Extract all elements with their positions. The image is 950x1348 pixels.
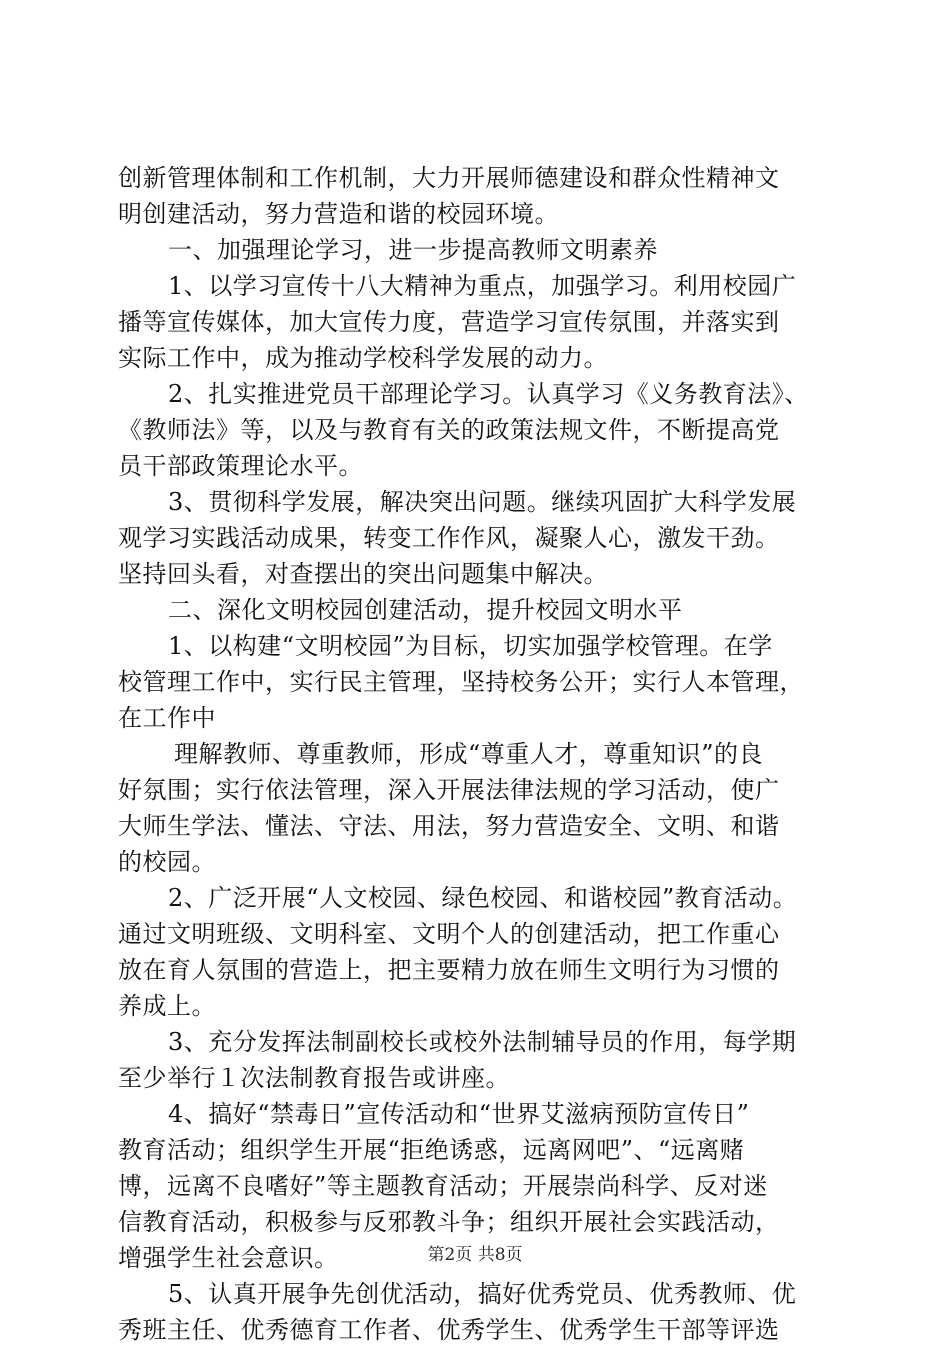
text-line: 员干部政策理论水平。 [118, 452, 363, 480]
text-line: 教育活动；组织学生开展“拒绝诱惑，远离网吧”、“远离赌 [118, 1136, 745, 1164]
text-line: 实际工作中，成为推动学校科学发展的动力。 [118, 344, 608, 372]
text-line: 5、认真开展争先创优活动，搞好优秀党员、优秀教师、优 [168, 1280, 797, 1308]
section-heading: 一、加强理论学习，进一步提高教师文明素养 [168, 236, 658, 264]
section-heading: 二、深化文明校园创建活动，提升校园文明水平 [168, 596, 683, 624]
text-line: 坚持回头看，对查摆出的突出问题集中解决。 [118, 560, 608, 588]
text-line: 秀班主任、优秀德育工作者、优秀学生、优秀学生干部等评选 [118, 1316, 780, 1344]
text-line: 的校园。 [118, 848, 216, 876]
document-body [118, 160, 838, 1348]
text-line: 增强学生社会意识。 [118, 1244, 339, 1272]
text-line: 通过文明班级、文明科室、文明个人的创建活动，把工作重心 [118, 920, 780, 948]
text-line: 博，远离不良嗜好”等主题教育活动；开展崇尚科学、反对迷 [118, 1172, 768, 1200]
text-line: 创新管理体制和工作机制，大力开展师德建设和群众性精神文 [118, 164, 780, 192]
text-line: 明创建活动，努力营造和谐的校园环境。 [118, 200, 559, 228]
text-line: 理解教师、尊重教师，形成“尊重人才，尊重知识”的良 [174, 740, 764, 768]
text-line: 信教育活动，积极参与反邪教斗争；组织开展社会实践活动， [118, 1208, 780, 1236]
text-line: 2、扎实推进党员干部理论学习。认真学习《义务教育法》、 [168, 380, 809, 408]
text-line: 1、以构建“文明校园”为目标，切实加强学校管理。在学 [168, 632, 773, 660]
text-line: 在工作中 [118, 704, 216, 732]
text-line: 至少举行１次法制教育报告或讲座。 [118, 1064, 510, 1092]
text-line: 好氛围；实行依法管理，深入开展法律法规的学习活动，使广 [118, 776, 780, 804]
text-line: 播等宣传媒体，加大宣传力度，营造学习宣传氛围，并落实到 [118, 308, 780, 336]
text-line: 养成上。 [118, 992, 216, 1020]
text-line: 《教师法》等，以及与教育有关的政策法规文件，不断提高党 [118, 416, 780, 444]
text-line: 校管理工作中，实行民主管理，坚持校务公开；实行人本管理， [118, 668, 804, 696]
page-number-footer: 第2页 共8页 [427, 1245, 523, 1265]
text-line: 1、以学习宣传十八大精神为重点，加强学习。利用校园广 [168, 272, 797, 300]
text-line: 放在育人氛围的营造上，把主要精力放在师生文明行为习惯的 [118, 956, 780, 984]
text-line: 2、广泛开展“人文校园、绿色校园、和谐校园”教育活动。 [168, 884, 798, 912]
text-line: 3、贯彻科学发展，解决突出问题。继续巩固扩大科学发展 [168, 488, 797, 516]
text-line: 大师生学法、懂法、守法、用法，努力营造安全、文明、和谐 [118, 812, 780, 840]
text-line: 观学习实践活动成果，转变工作作风，凝聚人心，激发干劲。 [118, 524, 780, 552]
text-line: 3、充分发挥法制副校长或校外法制辅导员的作用，每学期 [168, 1028, 797, 1056]
text-line: 4、搞好“禁毒日”宣传活动和“世界艾滋病预防宣传日” [168, 1100, 750, 1128]
